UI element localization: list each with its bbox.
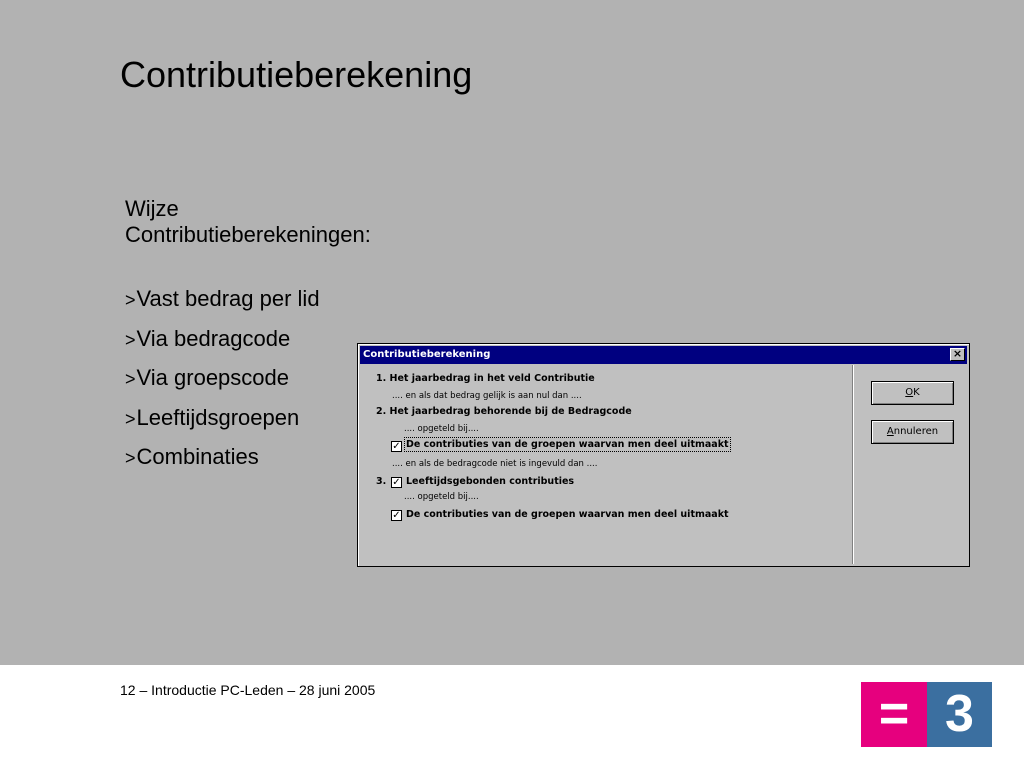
bullet-item <box>125 364 320 404</box>
subtitle-line-1: Wijze <box>125 196 179 221</box>
dialog-separator <box>852 365 854 564</box>
group-contributions-checkbox-1[interactable]: ✓ <box>392 441 401 452</box>
bullet-text: Vast bedrag per lid <box>136 286 320 311</box>
dialog-title: Contributieberekening <box>363 349 491 360</box>
brand-logo <box>861 682 992 747</box>
option-3-note: .... opgeteld bij.... <box>404 492 479 502</box>
bullet-item <box>125 404 320 444</box>
age-contributions-checkbox[interactable]: ✓ <box>392 477 401 488</box>
option-2-label: 2. Het jaarbedrag behorende bij de Bedragcode <box>376 406 632 417</box>
ok-label: K <box>913 387 920 398</box>
bullet-text: Via bedragcode <box>136 325 291 351</box>
group-contributions-label-1[interactable]: De contributies van de groepen waarvan men deel uitmaakt <box>406 439 729 450</box>
option-1-label: 1. Het jaarbedrag in het veld Contributie <box>376 373 595 384</box>
bullet-text: Via groepscode <box>136 365 290 391</box>
bullet-marker: > <box>125 329 136 350</box>
footer-text: 12 – Introductie PC-Leden – 28 juni 2005 <box>120 682 376 698</box>
bullet-text: Combinaties <box>136 444 259 470</box>
cancel-button[interactable] <box>871 420 954 444</box>
logo-equals: = <box>861 682 927 747</box>
bullet-item <box>125 325 320 365</box>
ok-mnemonic: O <box>905 387 914 398</box>
logo-three: 3 <box>927 682 992 747</box>
bullet-marker: > <box>125 448 136 469</box>
age-contributions-label[interactable]: Leeftijdsgebonden contributies <box>406 476 575 487</box>
bullet-item <box>125 443 320 483</box>
option-1-note: .... en als dat bedrag gelijk is aan nul dan .... <box>392 391 582 401</box>
close-icon[interactable]: × <box>950 348 965 361</box>
group-contributions-checkbox-2[interactable]: ✓ <box>392 510 401 521</box>
slide-subtitle <box>125 196 371 248</box>
bullet-item <box>125 285 320 325</box>
slide-title: Contributieberekening <box>120 54 473 95</box>
option-2-note: .... opgeteld bij.... <box>404 424 479 434</box>
subtitle-line-2: Contributieberekeningen: <box>125 222 371 247</box>
group-contributions-label-2[interactable]: De contributies van de groepen waarvan men deel uitmaakt <box>406 509 729 520</box>
bullet-text: Leeftijdsgroepen <box>136 404 300 430</box>
cancel-label: nnuleren <box>893 426 939 437</box>
dialog-titlebar[interactable] <box>360 346 967 364</box>
option-3-number: 3. <box>376 476 387 487</box>
contribution-dialog <box>357 343 970 567</box>
bullet-marker: > <box>125 369 136 390</box>
bullet-list <box>125 285 320 483</box>
option-2-note-2: .... en als de bedragcode niet is ingevuld dan .... <box>392 459 598 469</box>
ok-button[interactable] <box>871 381 954 405</box>
bullet-marker: > <box>125 290 136 310</box>
bullet-marker: > <box>125 408 136 429</box>
cancel-mnemonic: A <box>886 426 894 437</box>
